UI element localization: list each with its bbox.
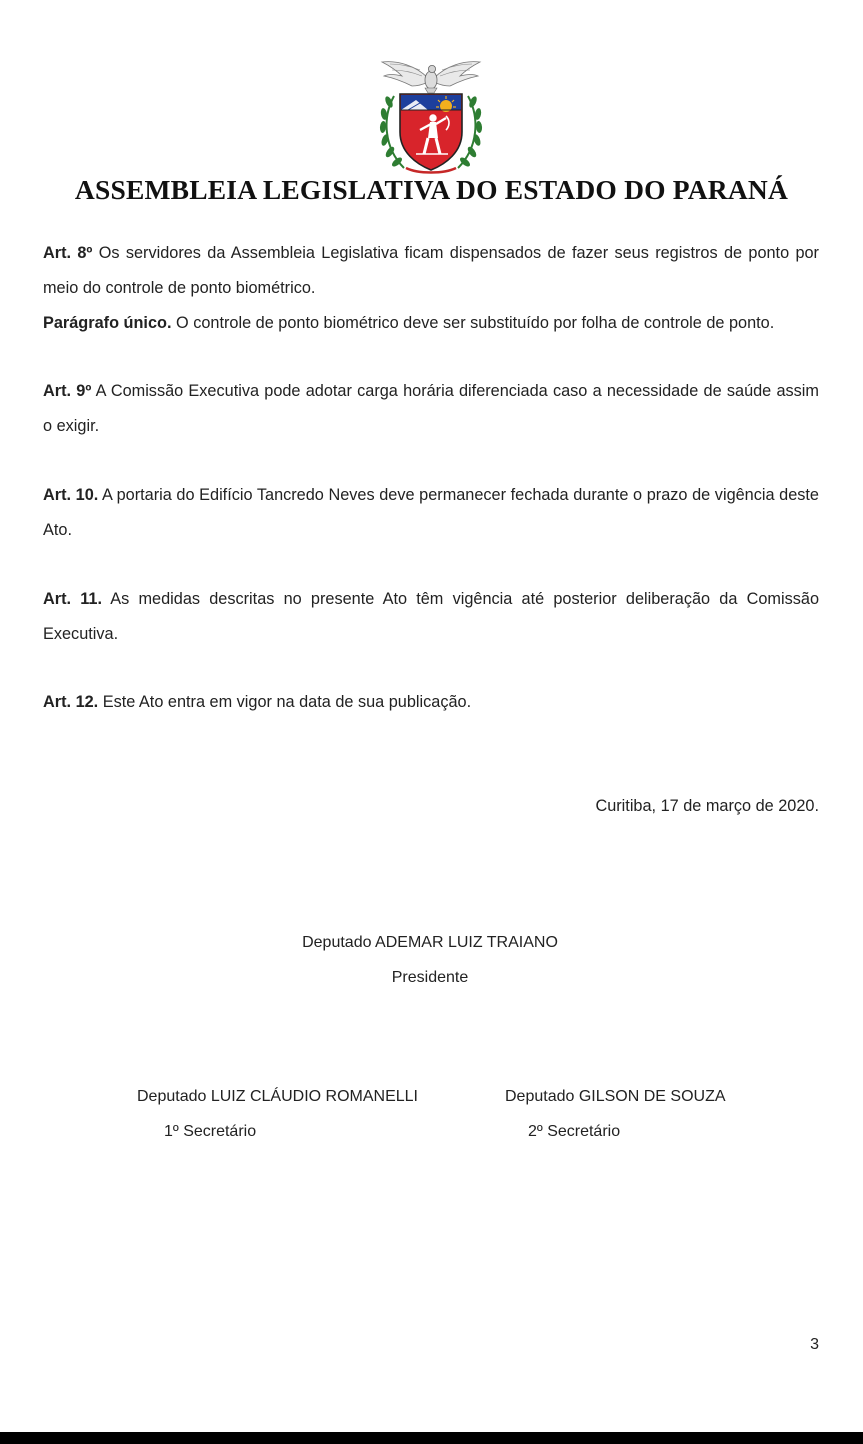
article-12 (43, 685, 819, 720)
article-8-text: Os servidores da Assembleia Legislativa ficam dispensados de fazer seus registros de ponto por meio do controle de ponto biométrico. (43, 244, 819, 297)
president-role: Presidente (391, 969, 469, 986)
page-number: 3 (810, 1336, 819, 1353)
article-9 (43, 374, 819, 444)
bottom-edge-bar (0, 1432, 863, 1444)
secretary1-role: 1º Secretário (164, 1123, 257, 1140)
eagle-body (425, 71, 437, 89)
eagle-head (428, 65, 435, 72)
paragrafo-unico-label: Parágrafo único. (43, 314, 172, 332)
article-10-text: A portaria do Edifício Tancredo Neves deve permanecer fechada durante o prazo de vigência deste Ato. (43, 486, 819, 539)
secretary2-name: Deputado GILSON DE SOUZA (505, 1088, 726, 1105)
institution-title: ASSEMBLEIA LEGISLATIVA DO ESTADO DO PARANÁ (74, 174, 789, 205)
parana-coat-of-arms-icon (376, 56, 486, 178)
article-12-label: Art. 12. (43, 693, 99, 711)
article-8 (43, 236, 819, 306)
article-9-text: A Comissão Executiva pode adotar carga horária diferenciada caso a necessidade de saúde assim o exigir. (43, 382, 819, 435)
date-line: Curitiba, 17 de março de 2020. (595, 797, 819, 815)
article-11 (43, 582, 819, 652)
article-10-label: Art. 10. (43, 486, 99, 504)
article-10 (43, 478, 819, 548)
article-8-label: Art. 8º (43, 244, 93, 262)
paragrafo-unico (43, 306, 819, 341)
secretary2-role: 2º Secretário (528, 1123, 621, 1140)
article-9-label: Art. 9º (43, 382, 92, 400)
article-12-text: Este Ato entra em vigor na data de sua publicação. (98, 693, 472, 711)
paragrafo-unico-text: O controle de ponto biométrico deve ser substituído por folha de controle de ponto. (171, 314, 775, 332)
president-name: Deputado ADEMAR LUIZ TRAIANO (302, 934, 558, 951)
article-11-label: Art. 11. (43, 590, 102, 608)
secretary1-name: Deputado LUIZ CLÁUDIO ROMANELLI (137, 1088, 418, 1105)
article-11-text: As medidas descritas no presente Ato têm vigência até posterior deliberação da Comissão Executiva. (43, 590, 819, 643)
